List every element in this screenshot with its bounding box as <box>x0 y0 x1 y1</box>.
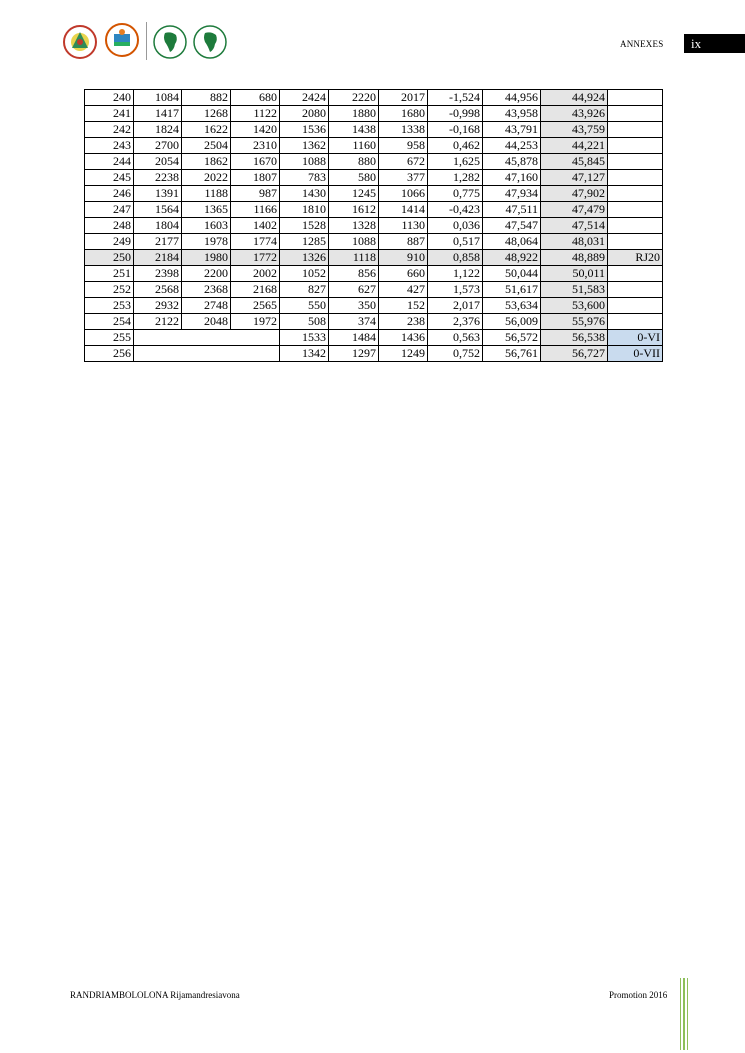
footer-decoration-line <box>683 978 685 1050</box>
table-cell: 1824 <box>134 122 182 138</box>
table-cell: 240 <box>85 90 134 106</box>
table-cell: 47,514 <box>541 218 608 234</box>
table-cell: -0,998 <box>428 106 483 122</box>
table-cell: 1807 <box>231 170 280 186</box>
table-cell: -0,168 <box>428 122 483 138</box>
table-cell: 1338 <box>379 122 428 138</box>
table-cell: 2048 <box>182 314 231 330</box>
table-cell <box>608 282 663 298</box>
table-cell: 253 <box>85 298 134 314</box>
table-cell: 856 <box>329 266 379 282</box>
table-cell: 1528 <box>280 218 329 234</box>
table-cell: 252 <box>85 282 134 298</box>
table-cell: 0-VII <box>608 346 663 362</box>
table-row <box>85 314 663 330</box>
table-cell: 1612 <box>329 202 379 218</box>
table-cell: 1414 <box>379 202 428 218</box>
table-cell: 1622 <box>182 122 231 138</box>
table-cell: 1362 <box>280 138 329 154</box>
table-cell: 1088 <box>280 154 329 170</box>
table-cell: 1166 <box>231 202 280 218</box>
table-row <box>85 106 663 122</box>
table-row <box>85 122 663 138</box>
table-cell: 2002 <box>231 266 280 282</box>
table-cell: 1972 <box>231 314 280 330</box>
table-cell <box>608 266 663 282</box>
table-cell: 51,617 <box>483 282 541 298</box>
table-cell: 2177 <box>134 234 182 250</box>
table-cell: 1285 <box>280 234 329 250</box>
table-cell: 1670 <box>231 154 280 170</box>
table-cell: 47,902 <box>541 186 608 202</box>
table-cell: 1536 <box>280 122 329 138</box>
table-cell: 1436 <box>379 330 428 346</box>
table-cell: 1810 <box>280 202 329 218</box>
table-cell: 241 <box>85 106 134 122</box>
table-cell: 2017 <box>379 90 428 106</box>
table-cell: 1420 <box>231 122 280 138</box>
table-cell: 50,044 <box>483 266 541 282</box>
table-cell: 1084 <box>134 90 182 106</box>
table-cell: 255 <box>85 330 134 346</box>
table-cell: 48,064 <box>483 234 541 250</box>
table-cell: 44,956 <box>483 90 541 106</box>
table-cell: 887 <box>379 234 428 250</box>
table-cell: 2022 <box>182 170 231 186</box>
table-cell: 1804 <box>134 218 182 234</box>
table-cell: 2748 <box>182 298 231 314</box>
table-cell: 0,775 <box>428 186 483 202</box>
table-cell <box>608 154 663 170</box>
table-cell: 55,976 <box>541 314 608 330</box>
table-cell: 1438 <box>329 122 379 138</box>
table-cell: 1160 <box>329 138 379 154</box>
table-cell: 1297 <box>329 346 379 362</box>
table-cell: 1365 <box>182 202 231 218</box>
table-cell: 246 <box>85 186 134 202</box>
table-cell: 2080 <box>280 106 329 122</box>
table-cell: 243 <box>85 138 134 154</box>
table-cell: 672 <box>379 154 428 170</box>
table-cell: 2238 <box>134 170 182 186</box>
table-cell: 56,727 <box>541 346 608 362</box>
table-cell: 1430 <box>280 186 329 202</box>
table-cell: 44,221 <box>541 138 608 154</box>
header-logos <box>62 22 232 62</box>
table-cell: 1417 <box>134 106 182 122</box>
table-cell <box>608 234 663 250</box>
table-cell: 251 <box>85 266 134 282</box>
table-cell: 0,858 <box>428 250 483 266</box>
table-cell: 427 <box>379 282 428 298</box>
table-cell: 550 <box>280 298 329 314</box>
table-cell: 44,924 <box>541 90 608 106</box>
table-cell: 374 <box>329 314 379 330</box>
table-cell: 377 <box>379 170 428 186</box>
table-cell <box>608 186 663 202</box>
table-row <box>85 90 663 106</box>
table-cell: 0,462 <box>428 138 483 154</box>
school-logo-icon <box>104 22 140 58</box>
table-cell: 56,009 <box>483 314 541 330</box>
table-cell: 2,376 <box>428 314 483 330</box>
table-cell: 1342 <box>280 346 329 362</box>
table-cell: 56,538 <box>541 330 608 346</box>
table-cell: 2184 <box>134 250 182 266</box>
table-cell: 0,517 <box>428 234 483 250</box>
table-cell: 880 <box>329 154 379 170</box>
table-cell: 51,583 <box>541 282 608 298</box>
table-cell: 1188 <box>182 186 231 202</box>
table-cell: 1,282 <box>428 170 483 186</box>
table-cell: 1052 <box>280 266 329 282</box>
table-cell: 1978 <box>182 234 231 250</box>
table-cell: 827 <box>280 282 329 298</box>
table-cell: 2122 <box>134 314 182 330</box>
table-cell: 350 <box>329 298 379 314</box>
table-row <box>85 138 663 154</box>
table-cell: 43,791 <box>483 122 541 138</box>
table-cell: 2054 <box>134 154 182 170</box>
table-cell: 2700 <box>134 138 182 154</box>
table-cell: 2368 <box>182 282 231 298</box>
table-cell: 1603 <box>182 218 231 234</box>
table-cell <box>608 170 663 186</box>
table-cell: 1,122 <box>428 266 483 282</box>
table-cell: 242 <box>85 122 134 138</box>
table-cell: 47,127 <box>541 170 608 186</box>
table-cell: 958 <box>379 138 428 154</box>
table-cell: 238 <box>379 314 428 330</box>
table-cell: 1564 <box>134 202 182 218</box>
table-cell: 1326 <box>280 250 329 266</box>
table-cell <box>608 314 663 330</box>
table-row <box>85 266 663 282</box>
table-cell: 2398 <box>134 266 182 282</box>
page-number: ix <box>684 34 745 53</box>
footer-decoration-line <box>680 978 681 1050</box>
table-cell: 783 <box>280 170 329 186</box>
table-cell: 43,926 <box>541 106 608 122</box>
table-cell: 1118 <box>329 250 379 266</box>
table-cell: 2310 <box>231 138 280 154</box>
table-cell: 0-VI <box>608 330 663 346</box>
table-cell: 47,547 <box>483 218 541 234</box>
table-cell: 53,600 <box>541 298 608 314</box>
table-cell: 56,761 <box>483 346 541 362</box>
table-row <box>85 298 663 314</box>
table-cell: 1066 <box>379 186 428 202</box>
data-table <box>84 89 663 362</box>
table-cell: 45,845 <box>541 154 608 170</box>
table-cell: 627 <box>329 282 379 298</box>
table-cell: 43,958 <box>483 106 541 122</box>
table-cell: 1774 <box>231 234 280 250</box>
table-cell <box>608 90 663 106</box>
header-section-label: ANNEXES <box>620 39 664 49</box>
table-cell <box>608 138 663 154</box>
table-cell: 987 <box>231 186 280 202</box>
table-cell: 1391 <box>134 186 182 202</box>
table-cell <box>608 122 663 138</box>
table-row <box>85 330 663 346</box>
table-cell: 53,634 <box>483 298 541 314</box>
table-cell <box>134 330 280 346</box>
table-cell: 1,625 <box>428 154 483 170</box>
afdb-logo-icon <box>152 24 188 60</box>
afdb-logo-secondary-icon <box>192 24 228 60</box>
table-cell: 2200 <box>182 266 231 282</box>
table-cell: 249 <box>85 234 134 250</box>
university-logo-icon <box>62 24 98 60</box>
table-row <box>85 170 663 186</box>
table-cell: 1130 <box>379 218 428 234</box>
table-cell: 680 <box>231 90 280 106</box>
table-cell: -1,524 <box>428 90 483 106</box>
table-cell: 47,479 <box>541 202 608 218</box>
table-cell: 2932 <box>134 298 182 314</box>
table-cell: 48,031 <box>541 234 608 250</box>
table-cell: 48,922 <box>483 250 541 266</box>
table-cell: 580 <box>329 170 379 186</box>
table-row <box>85 202 663 218</box>
table-cell <box>134 346 280 362</box>
table-cell: 45,878 <box>483 154 541 170</box>
table-cell: -0,423 <box>428 202 483 218</box>
table-cell: 508 <box>280 314 329 330</box>
table-cell: 2220 <box>329 90 379 106</box>
table-cell <box>608 218 663 234</box>
table-cell: 0,563 <box>428 330 483 346</box>
table-cell: 247 <box>85 202 134 218</box>
table-cell: 256 <box>85 346 134 362</box>
table-cell <box>608 298 663 314</box>
table-cell: 1268 <box>182 106 231 122</box>
footer-decoration-line <box>687 978 688 1050</box>
table-row <box>85 234 663 250</box>
table-cell: 2424 <box>280 90 329 106</box>
table-cell: 47,160 <box>483 170 541 186</box>
table-cell: 1484 <box>329 330 379 346</box>
table-cell: 1249 <box>379 346 428 362</box>
table-cell: 48,889 <box>541 250 608 266</box>
table-cell: 2565 <box>231 298 280 314</box>
table-cell: 1680 <box>379 106 428 122</box>
table-cell: 1,573 <box>428 282 483 298</box>
table-cell: 245 <box>85 170 134 186</box>
table-cell: 43,759 <box>541 122 608 138</box>
table-cell: 1880 <box>329 106 379 122</box>
table-cell: RJ20 <box>608 250 663 266</box>
table-cell: 660 <box>379 266 428 282</box>
table-cell: 50,011 <box>541 266 608 282</box>
table-cell: 1328 <box>329 218 379 234</box>
table-cell: 1402 <box>231 218 280 234</box>
table-cell: 248 <box>85 218 134 234</box>
table-cell: 56,572 <box>483 330 541 346</box>
table-cell: 152 <box>379 298 428 314</box>
table-cell <box>608 106 663 122</box>
table-cell: 1122 <box>231 106 280 122</box>
table-cell: 910 <box>379 250 428 266</box>
table-cell: 254 <box>85 314 134 330</box>
table-cell: 244 <box>85 154 134 170</box>
table-cell: 2168 <box>231 282 280 298</box>
table-cell: 882 <box>182 90 231 106</box>
table-row <box>85 346 663 362</box>
table-cell: 2,017 <box>428 298 483 314</box>
table-cell: 1245 <box>329 186 379 202</box>
table-cell: 44,253 <box>483 138 541 154</box>
table-cell: 47,511 <box>483 202 541 218</box>
table-cell: 2568 <box>134 282 182 298</box>
footer-author: RANDRIAMBOLOLONA Rijamandresiavona <box>70 990 240 1000</box>
table-row <box>85 186 663 202</box>
table-row <box>85 250 663 266</box>
table-row <box>85 282 663 298</box>
table-cell: 1980 <box>182 250 231 266</box>
table-row <box>85 154 663 170</box>
table-cell <box>608 202 663 218</box>
table-row <box>85 218 663 234</box>
table-cell: 1772 <box>231 250 280 266</box>
table-cell: 1862 <box>182 154 231 170</box>
logo-divider <box>146 22 147 60</box>
table-cell: 1088 <box>329 234 379 250</box>
table-cell: 250 <box>85 250 134 266</box>
footer-promotion: Promotion 2016 <box>609 990 668 1000</box>
table-cell: 1533 <box>280 330 329 346</box>
table-cell: 0,036 <box>428 218 483 234</box>
table-cell: 47,934 <box>483 186 541 202</box>
table-cell: 0,752 <box>428 346 483 362</box>
table-cell: 2504 <box>182 138 231 154</box>
